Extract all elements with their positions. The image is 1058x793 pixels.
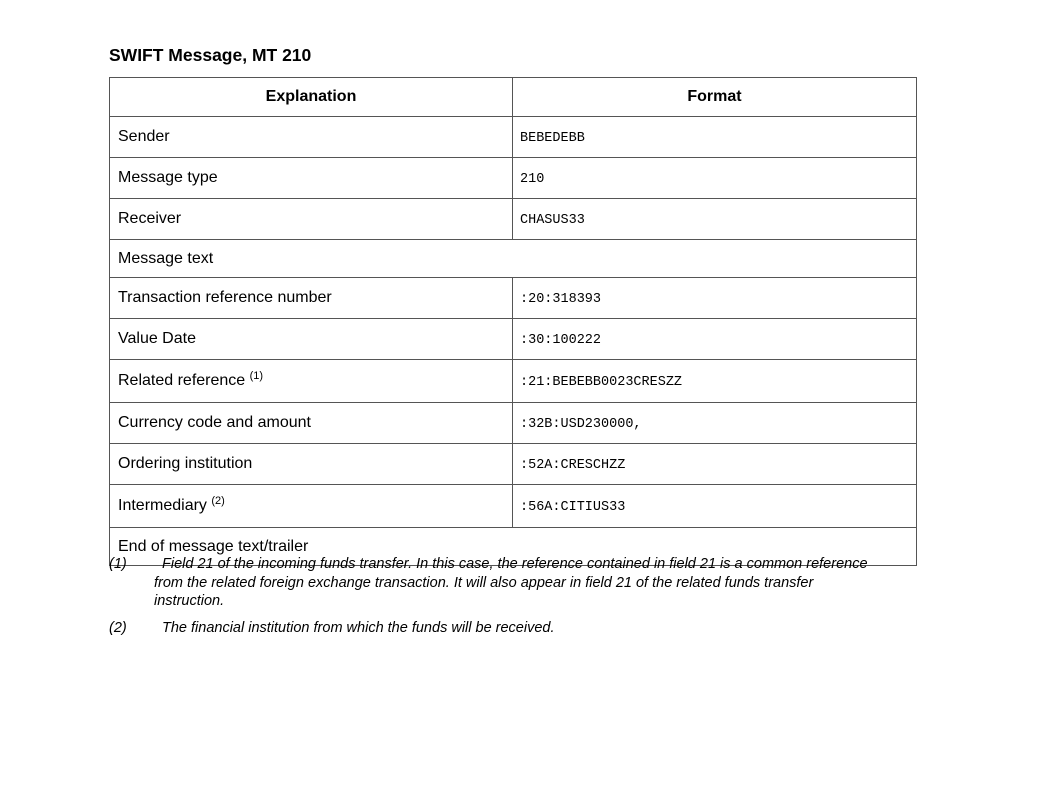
format-cell: :30:100222 xyxy=(513,319,917,360)
table-row-value-date xyxy=(110,319,917,360)
format-cell: :56A:CITIUS33 xyxy=(513,485,917,528)
section-label-cell: End of message text/trailer xyxy=(110,528,917,566)
explanation-cell: Currency code and amount xyxy=(110,403,513,444)
footnote-text: Field 21 of the incoming funds transfer. In this case, the reference contained in field 21 is a common reference from the related foreign exchange transaction. It will also appear in field 21 of the related funds transfer instruction. xyxy=(154,556,868,609)
explanation-column-header: Explanation xyxy=(110,78,513,117)
table-row-receiver xyxy=(110,199,917,240)
table-row-related-reference xyxy=(110,360,917,403)
format-cell: BEBEDEBB xyxy=(513,117,917,158)
explanation-cell xyxy=(110,360,513,403)
footnote-ref: (2) xyxy=(211,495,225,507)
table-row-message-type xyxy=(110,158,917,199)
explanation-cell: Ordering institution xyxy=(110,444,513,485)
explanation-cell: Transaction reference number xyxy=(110,278,513,319)
explanation-cell: Message type xyxy=(110,158,513,199)
footnote-ref: (1) xyxy=(249,370,264,382)
format-cell: 210 xyxy=(513,158,917,199)
explanation-cell: Receiver xyxy=(110,199,513,240)
format-cell: :32B:USD230000, xyxy=(513,403,917,444)
section-label-cell: Message text xyxy=(110,240,917,278)
table-row-transaction-reference xyxy=(110,278,917,319)
swift-message-table xyxy=(109,77,917,566)
format-column-header: Format xyxy=(513,78,917,117)
format-cell: :52A:CRESCHZZ xyxy=(513,444,917,485)
footnote-text: The financial institution from which the funds will be received. xyxy=(162,620,555,636)
table-row-sender xyxy=(110,117,917,158)
explanation-cell: Sender xyxy=(110,117,513,158)
table-row-message-text xyxy=(110,240,917,278)
explanation-cell xyxy=(110,485,513,528)
footnote-number: (1) xyxy=(109,556,127,572)
document-title: SWIFT Message, MT 210 xyxy=(109,45,312,65)
format-cell: :21:BEBEBB0023CRESZZ xyxy=(513,360,917,403)
format-cell: CHASUS33 xyxy=(513,199,917,240)
table-row-currency-amount xyxy=(110,403,917,444)
table-row-ordering-institution xyxy=(110,444,917,485)
footnote-number: (2) xyxy=(109,620,127,636)
explanation-text: Intermediary xyxy=(118,497,212,514)
format-cell: :20:318393 xyxy=(513,278,917,319)
explanation-cell: Value Date xyxy=(110,319,513,360)
explanation-text: Related reference xyxy=(118,372,250,389)
table-row-intermediary xyxy=(110,485,917,528)
table-header-row xyxy=(110,78,917,117)
